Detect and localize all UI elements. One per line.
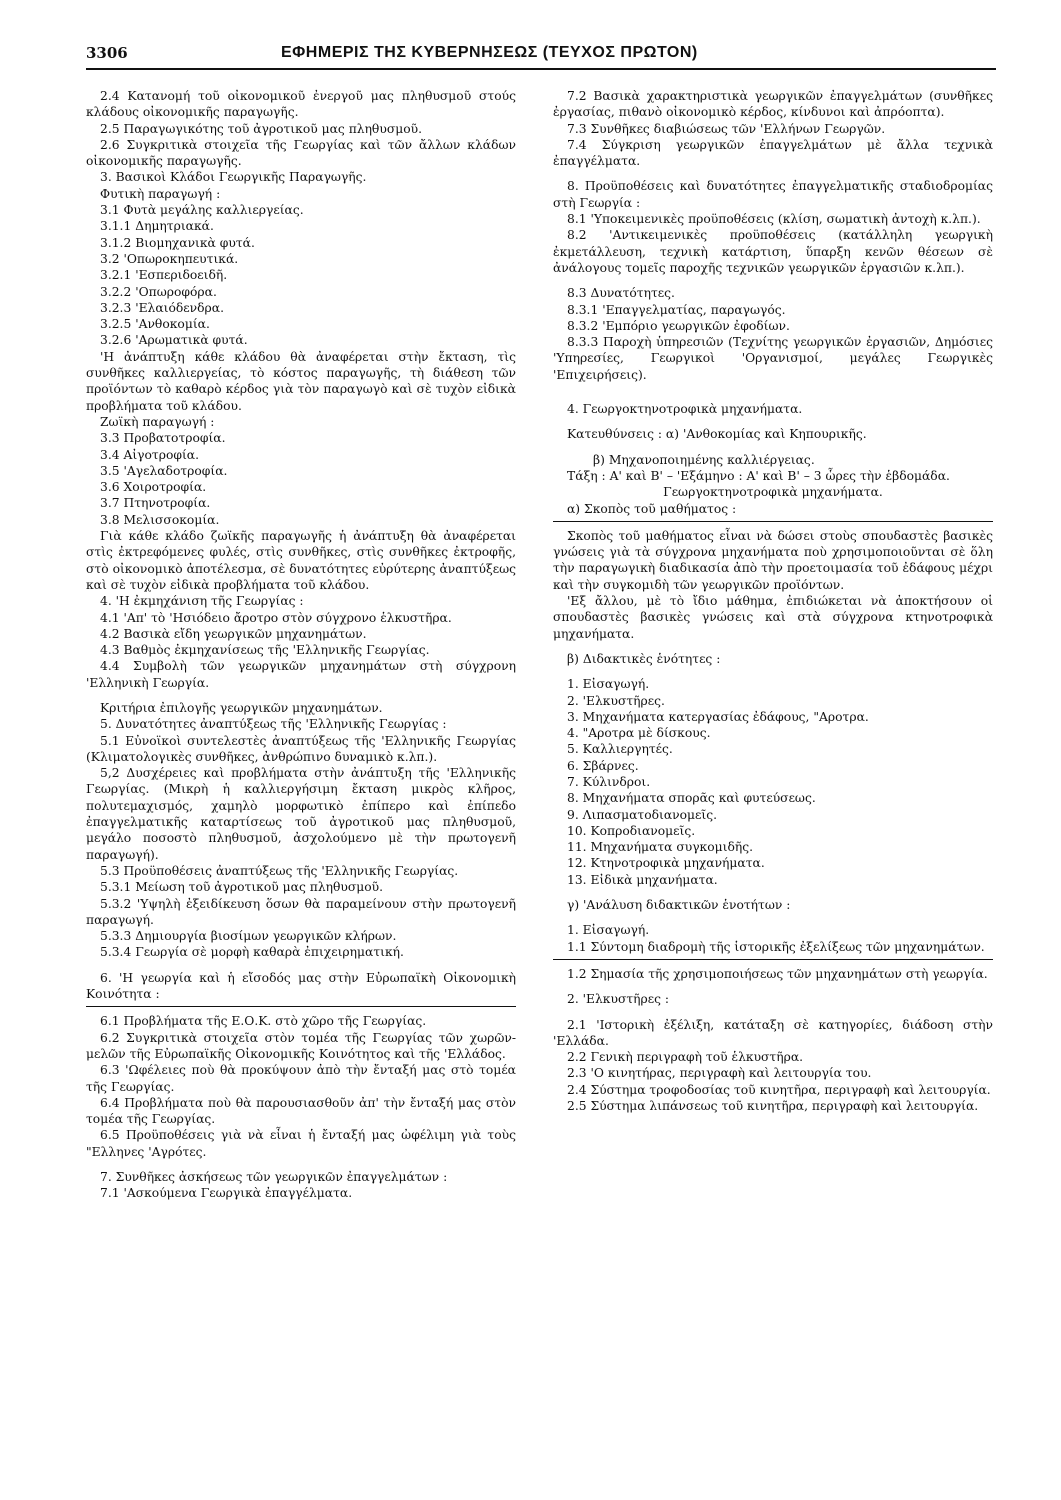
- spacer: [553, 1008, 993, 1017]
- list-item: 7.3 Συνθῆκες διαβιώσεως τῶν 'Ελλήνων Γεωργῶν.: [567, 121, 886, 136]
- list-item: 4.4 Συμβολὴ τῶν γεωργικῶν μηχανημάτων στὴ σύγχρονη 'Ελληνικὴ Γεωργία.: [86, 659, 516, 690]
- list-item: 8.3.1 'Επαγγελματίας, παραγωγός.: [567, 302, 786, 317]
- unit-item: 2. 'Ελκυστῆρες.: [567, 693, 665, 708]
- unit-item: 4. "Αροτρα μὲ δίσκους.: [567, 726, 711, 741]
- list-item: 8.3.3 Παροχὴ ὑπηρεσιῶν (Τεχνίτης γεωργικῶν ἐργασιῶν, Δημόσιες 'Υπηρεσίες, Γεωργικοὶ 'Οργανισμοί, μεγάλες Γεωργικὲς 'Επιχειρήσεις).: [553, 335, 993, 382]
- list-item: 6.3 'Ωφέλειες ποὺ θὰ προκύψουν ἀπὸ τὴν ἔνταξή μας στὸ τομέα τῆς Γεωργίας.: [86, 1063, 516, 1094]
- list-item: 7.2 Βασικὰ χαρακτηριστικὰ γεωργικῶν ἐπαγγελμάτων (συνθῆκες ἐργασίας, πιθανὸ οἰκονομικὸ κέρδος, κίνδυνοι καὶ ἀπρόοπτα).: [553, 89, 993, 120]
- journal-title: ΕΦΗΜΕΡΙΣ ΤΗΣ ΚΥΒΕΡΝΗΣΕΩΣ (ΤΕΥΧΟΣ ΠΡΩΤΟΝ): [281, 44, 698, 61]
- spacer: [86, 961, 516, 970]
- left-column: [86, 88, 516, 1202]
- list-item: 8.2 'Αντικειμενικὲς προϋποθέσεις (κατάλληλη γεωργικὴ ἐκμετάλλευση, τεχνικὴ κατάρτιση, ὕπαρξη κενῶν θέσεων σὲ ἀνάλογους τομεῖς παροχῆς τεχνικῶν γεωργικῶν ἐργασιῶν κ.λπ.).: [553, 228, 993, 275]
- list-item: 3.6 Χοιροτροφία.: [100, 480, 207, 495]
- paragraph: Τάξη : Α' καὶ Β' – 'Εξάμηνο : Α' καὶ Β' – 3 ὧρες τὴν ἑβδομάδα.: [567, 468, 950, 483]
- list-item: 3.2 'Οπωροκηπευτικά.: [100, 251, 239, 266]
- subheading: Φυτικὴ παραγωγή :: [100, 186, 221, 201]
- spacer: [553, 383, 993, 392]
- list-item: 1.2 Σημασία τῆς χρησιμοποιήσεως τῶν μηχανημάτων στὴ γεωργία.: [567, 966, 988, 981]
- section-heading: 4. 'Η ἐκμηχάνιση τῆς Γεωργίας :: [100, 594, 304, 609]
- unit-item: 11. Μηχανήματα συγκομιδῆς.: [567, 840, 754, 855]
- paragraph: 'Η ἀνάπτυξη κάθε κλάδου θὰ ἀναφέρεται στὴν ἔκταση, τὶς συνθῆκες καλλιεργείας, τὸ κόστος παραγωγῆς, τὴ διάθεση τῶν προϊόντων τὸ καθαρὸ κέρδος γιὰ τὸν παραγωγὸ καὶ σὲ τυχὸν εἰδικὰ προβλήματα τοῦ κλάδου.: [86, 349, 516, 413]
- list-item: 2.3 'Ο κινητήρας, περιγραφὴ καὶ λειτουργία του.: [567, 1066, 872, 1081]
- list-item: 3.8 Μελισσοκομία.: [100, 512, 220, 527]
- paragraph: Κριτήρια ἐπιλογῆς γεωργικῶν μηχανημάτων.: [100, 700, 383, 715]
- list-item: 5.3.4 Γεωργία σὲ μορφὴ καθαρὰ ἐπιχειρηματική.: [100, 945, 404, 960]
- list-item: 3.5 'Αγελαδοτροφία.: [100, 463, 228, 478]
- spacer: [86, 1160, 516, 1169]
- spacer: [553, 913, 993, 922]
- paragraph: β) Μηχανοποιημένης καλλιέργειας.: [593, 452, 815, 467]
- list-item: 3.2.1 'Εσπεριδοειδῆ.: [100, 268, 228, 283]
- list-item: 2.2 Γενικὴ περιγραφὴ τοῦ ἑλκυστῆρα.: [567, 1050, 804, 1065]
- list-item: 2.1 'Ιστορικὴ ἐξέλιξη, κατάταξη σὲ κατηγορίες, διάδοση στὴν 'Ελλάδα.: [553, 1017, 993, 1048]
- list-item: 6.2 Συγκριτικὰ στοιχεῖα στὸν τομέα τῆς Γεωργίας τῶν χωρῶν-μελῶν τῆς Εὐρωπαϊκῆς Οἰκονομικῆς Κοινότητος καὶ τῆς 'Ελλάδος.: [86, 1030, 516, 1061]
- list-item: 8.1 'Υποκειμενικὲς προϋποθέσεις (κλίση, σωματικὴ ἀντοχὴ κ.λπ.).: [567, 212, 981, 227]
- unit-item: 6. Σβάρνες.: [567, 758, 639, 773]
- list-item: 3.2.2 'Οπωροφόρα.: [100, 284, 217, 299]
- spacer: [553, 667, 993, 676]
- unit-item: 13. Εἰδικὰ μηχανήματα.: [567, 872, 718, 887]
- unit-item: 9. Λιπασματοδιανομεῖς.: [567, 807, 718, 822]
- list-item: 3.1 Φυτὰ μεγάλης καλλιεργείας.: [100, 203, 304, 218]
- paragraph: Σκοπὸς τοῦ μαθήματος εἶναι νὰ δώσει στοὺς σπουδαστὲς βασικὲς γνώσεις γιὰ τὰ σύγχρονα μηχανήματα ποὺ χρησιμοποιοῦνται σὲ ὅλη τὴν παραγωγικὴ διαδικασία ἀπὸ τὴν προετοιμασία τοῦ ἐδάφους μέχρι καὶ τὴν συγκομιδὴ τῶν γεωργικῶν προϊόντων.: [553, 528, 993, 592]
- list-item: 3.2.3 'Ελαιόδενδρα.: [100, 300, 224, 315]
- list-item: 5,2 Δυσχέρειες καὶ προβλήματα στὴν ἀνάπτυξη τῆς 'Ελληνικῆς Γεωργίας. (Μικρὴ ἡ καλλιεργήσιμη ἔκταση μικρὸς κλῆρος, πολυτεμαχισμός, χαμηλὸ μορφωτικὸ ἐπίπερο καὶ ἐπίπεδο ἐπαγγελματικῆς καταρτίσεως τοῦ ἀγροτικοῦ μας πληθυσμοῦ, μεγάλο ποσοστὸ πληθυσμοῦ, ἀσχολούμενο μὲ τὴν πρωτογενῆ παραγωγή).: [86, 766, 516, 862]
- unit-item: 1. Εἰσαγωγή.: [567, 677, 650, 692]
- list-item: 5.1 Εὐνοϊκοὶ συντελεστὲς ἀναπτύξεως τῆς 'Ελληνικῆς Γεωργίας (Κλιματολογικὲς συνθῆκες, ἀνθρώπινο δυναμικὸ κ.λπ.).: [86, 733, 516, 764]
- paragraph: Κατευθύνσεις : α) 'Ανθοκομίας καὶ Κηπουρικῆς.: [567, 427, 867, 442]
- section-heading: 3. Βασικοὶ Κλάδοι Γεωργικῆς Παραγωγῆς.: [100, 170, 367, 185]
- unit-item: 10. Κοπροδιανομεῖς.: [567, 823, 696, 838]
- section-heading: 7. Συνθῆκες ἀσκήσεως τῶν γεωργικῶν ἐπαγγελμάτων :: [100, 1170, 448, 1184]
- subheading: γ) 'Ανάλυση διδακτικῶν ἑνοτήτων :: [567, 898, 791, 913]
- paragraph: 'Εξ ἄλλου, μὲ τὸ ἴδιο μάθημα, ἐπιδιώκεται νὰ ἀποκτήσουν οἱ σπουδαστὲς βασικὲς γνώσεις καὶ στὰ σύγχρονα κτηνοτροφικὰ μηχανήματα.: [553, 594, 993, 641]
- list-item: 5.3.1 Μείωση τοῦ ἀγροτικοῦ μας πληθυσμοῦ.: [100, 880, 384, 895]
- list-item: 2. 'Ελκυστῆρες :: [567, 992, 670, 1007]
- spacer: [553, 642, 993, 651]
- section-heading: 4. Γεωργοκτηνοτροφικὰ μηχανήματα.: [567, 402, 803, 417]
- list-item: 4.1 'Απ' τὸ 'Ησιόδειο ἄροτρο στὸν σύγχρονο ἑλκυστῆρα.: [100, 610, 452, 625]
- list-item: 3.2.5 'Ανθοκομία.: [100, 317, 210, 332]
- page-number: 3306: [86, 44, 128, 62]
- unit-item: 12. Κτηνοτροφικὰ μηχανήματα.: [567, 856, 765, 871]
- list-item: 3.7 Πτηνοτροφία.: [100, 496, 211, 511]
- subheading: Ζωϊκὴ παραγωγή :: [100, 414, 215, 429]
- list-item: 3.1.2 Βιομηχανικὰ φυτά.: [100, 235, 255, 250]
- section-heading: 6. 'Η γεωργία καὶ ἡ εἴσοδός μας στὴν Εὐρωπαϊκὴ Οἰκονομικὴ Κοινότητα :: [86, 970, 516, 1002]
- spacer: [553, 982, 993, 991]
- list-item: 6.1 Προβλήματα τῆς Ε.Ο.Κ. στὸ χῶρο τῆς Γεωργίας.: [100, 1014, 427, 1029]
- list-item: 3.3 Προβατοτροφία.: [100, 431, 226, 446]
- list-item: 6.5 Προϋποθέσεις γιὰ νὰ εἶναι ἡ ἔνταξή μας ὠφέλιμη γιὰ τοὺς "Ελληνες 'Αγρότες.: [86, 1128, 516, 1159]
- unit-item: 8. Μηχανήματα σπορᾶς καὶ φυτεύσεως.: [567, 791, 816, 806]
- spacer: [553, 276, 993, 285]
- subheading: α) Σκοπὸς τοῦ μαθήματος :: [567, 501, 737, 516]
- paragraph: 2.6 Συγκριτικὰ στοιχεῖα τῆς Γεωργίας καὶ τῶν ἄλλων κλάδων οἰκονομικῆς παραγωγῆς.: [86, 137, 516, 169]
- right-column: [553, 88, 993, 1114]
- spacer: [553, 392, 993, 401]
- list-item: 6.4 Προβλήματα ποὺ θὰ παρουσιασθοῦν ἀπ' τὴν ἔνταξή μας στὸν τομέα τῆς Γεωργίας.: [86, 1095, 516, 1127]
- page-header: [86, 36, 996, 68]
- list-item: 1.1 Σύντομη διαδρομὴ τῆς ἱστορικῆς ἐξελίξεως τῶν μηχανημάτων.: [567, 939, 985, 954]
- section-heading: 8. Προϋποθέσεις καὶ δυνατότητες ἐπαγγελματικῆς σταδιοδρομίας στὴ Γεωργία :: [553, 179, 993, 210]
- divider: [553, 521, 993, 522]
- spacer: [553, 888, 993, 897]
- section-heading: 5. Δυνατότητες ἀναπτύξεως τῆς 'Ελληνικῆς Γεωργίας :: [100, 717, 447, 732]
- list-item: 7.4 Σύγκριση γεωργικῶν ἐπαγγελμάτων μὲ ἄλλα τεχνικὰ ἐπαγγέλματα.: [553, 137, 993, 169]
- list-item: 4.3 Βαθμὸς ἐκμηχανίσεως τῆς 'Ελληνικῆς Γεωργίας.: [100, 643, 430, 658]
- subheading: Γεωργοκτηνοτροφικὰ μηχανήματα.: [663, 485, 883, 500]
- list-item: 7.1 'Ασκούμενα Γεωργικὰ ἐπαγγέλματα.: [100, 1186, 353, 1201]
- list-item: 5.3 Προϋποθέσεις ἀναπτύξεως τῆς 'Ελληνικῆς Γεωργίας.: [100, 863, 459, 878]
- divider: [86, 1006, 516, 1007]
- list-item: 1. Εἰσαγωγή.: [567, 923, 650, 938]
- header-rule: [86, 68, 996, 70]
- list-item: 5.3.3 Δημιουργία βιοσίμων γεωργικῶν κλήρων.: [100, 929, 397, 944]
- list-item: 3.4 Αἰγοτροφία.: [100, 447, 199, 462]
- spacer: [86, 691, 516, 700]
- list-item: 8.3.2 'Εμπόριο γεωργικῶν ἐφοδίων.: [567, 318, 790, 333]
- paragraph: 2.5 Παραγωγικότης τοῦ ἀγροτικοῦ μας πληθυσμοῦ.: [100, 121, 422, 136]
- spacer: [553, 169, 993, 178]
- list-item: 5.3.2 'Υψηλὴ ἐξειδίκευση ὅσων θὰ παραμείνουν στὴν πρωτογενῆ παραγωγή.: [86, 896, 516, 927]
- list-item: 2.4 Σύστημα τροφοδοσίας τοῦ κινητῆρα, περιγραφὴ καὶ λειτουργία.: [567, 1082, 991, 1097]
- unit-item: 5. Καλλιεργητές.: [567, 742, 673, 757]
- list-item: 3.2.6 'Αρωματικὰ φυτά.: [100, 333, 248, 348]
- paragraph: 2.4 Κατανομή τοῦ οἰκονομικοῦ ἐνεργοῦ μας πληθυσμοῦ στούς κλάδους οἰκονομικῆς παραγωγῆς.: [86, 89, 516, 120]
- unit-item: 3. Μηχανήματα κατεργασίας ἐδάφους, "Αροτρα.: [567, 709, 869, 724]
- spacer: [553, 417, 993, 426]
- list-item: 2.5 Σύστημα λιπάνσεως τοῦ κινητῆρα, περιγραφὴ καὶ λειτουργία.: [567, 1099, 979, 1114]
- unit-item: 7. Κύλινδροι.: [567, 774, 651, 789]
- list-item: 3.1.1 Δημητριακά.: [100, 219, 214, 234]
- spacer: [553, 443, 993, 452]
- list-item: 8.3 Δυνατότητες.: [567, 286, 675, 301]
- subheading: β) Διδακτικὲς ἑνότητες :: [567, 651, 721, 666]
- list-item: 4.2 Βασικὰ εἴδη γεωργικῶν μηχανημάτων.: [100, 626, 367, 641]
- paragraph: Γιὰ κάθε κλάδο ζωϊκῆς παραγωγῆς ἡ ἀνάπτυξη θὰ ἀναφέρεται στὶς ἐκτρεφόμενες φυλές, στὶς συνθῆκες, στὶς συνθῆκες ἐκτροφῆς, στὸ οἰκονομικὸ ἀποτέλεσμα, σὲ δυνατότητες εὐρύτερης ἀναπτύξεως καὶ σὲ τυχὸν εἰδικὰ προβλήματα τοῦ κλάδου.: [86, 529, 516, 592]
- divider: [553, 959, 993, 960]
